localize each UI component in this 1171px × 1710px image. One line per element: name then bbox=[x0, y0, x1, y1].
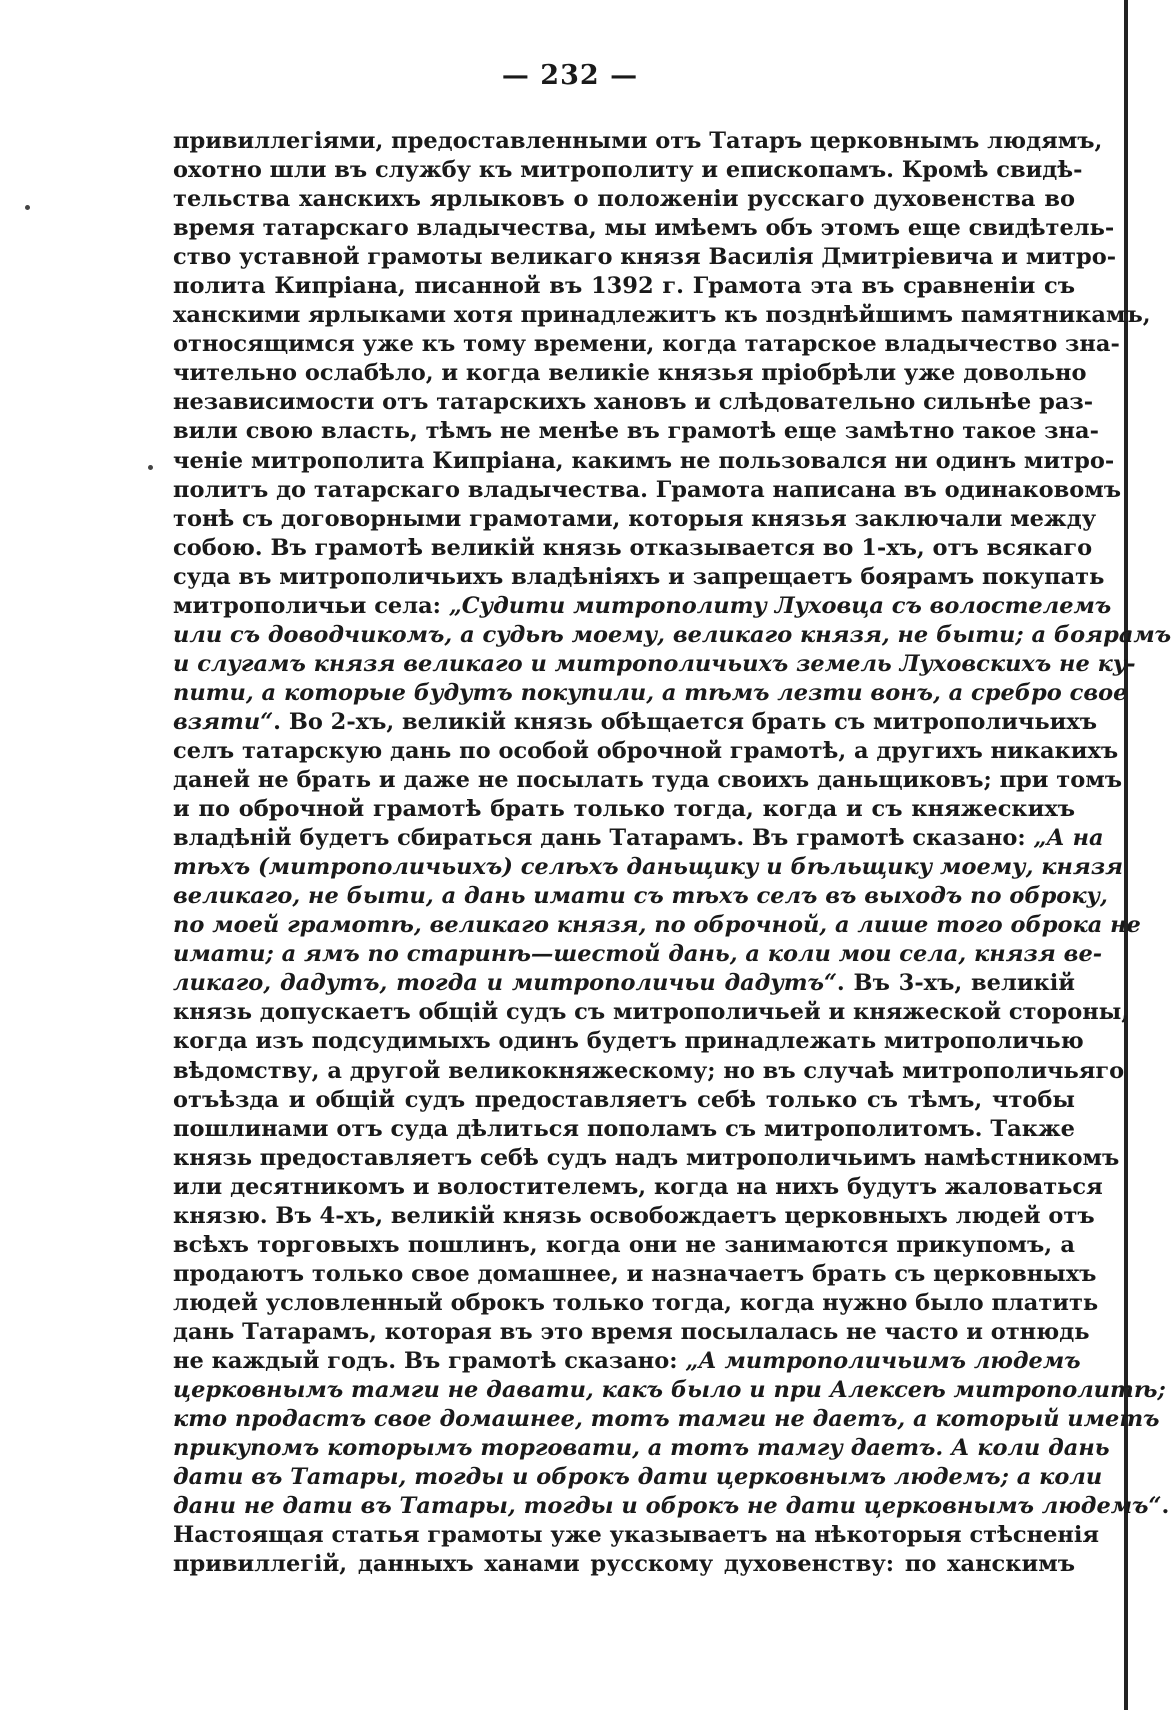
italic-quote-text: пити, а которые будутъ покупили, а тѣмъ лезти вонъ, а сребро свое bbox=[173, 679, 1128, 706]
line-text: привиллегій, данныхъ ханами русскому духовенству: по ханскимъ bbox=[173, 1551, 1075, 1578]
text-line bbox=[173, 1521, 1100, 1550]
line-text: собою. Въ грамотѣ великій князь отказывается во 1-хъ, отъ всякаго bbox=[173, 534, 1093, 561]
text-line bbox=[173, 1202, 1095, 1231]
line-text: тонѣ съ договорными грамотами, которыя князья заключали между bbox=[173, 505, 1097, 532]
body-text bbox=[173, 127, 1171, 1579]
line-text: людей условленный оброкъ только тогда, когда нужно было платить bbox=[173, 1289, 1099, 1316]
text-line bbox=[173, 563, 1105, 592]
italic-quote-text: кто продастъ свое домашнее, тотъ тамги не даетъ, а который иметъ bbox=[173, 1406, 1160, 1433]
text-line bbox=[173, 476, 1122, 505]
text-line bbox=[173, 621, 1171, 650]
text-line bbox=[173, 359, 1087, 388]
text-line bbox=[173, 272, 1075, 301]
line-text: когда изъ подсудимыхъ одинъ будетъ принадлежать митрополичью bbox=[173, 1028, 1084, 1055]
line-text: полита Кипріана, писанной въ 1392 г. Грамота эта въ сравненіи съ bbox=[173, 273, 1075, 300]
line-text: митрополичьи села: bbox=[173, 592, 449, 619]
line-text: Настоящая статья грамоты уже указываетъ на нѣкоторыя стѣсненія bbox=[173, 1522, 1100, 1549]
italic-quote-text: великаго, не быти, а дань имати съ тѣхъ селъ въ выходъ по оброку, bbox=[173, 883, 1108, 910]
text-line bbox=[173, 650, 1136, 679]
line-text: не каждый годъ. Въ грамотѣ сказано: bbox=[173, 1347, 686, 1374]
text-line bbox=[173, 1144, 1120, 1173]
line-text: всѣхъ торговыхъ пошлинъ, когда они не занимаются прикупомъ, а bbox=[173, 1231, 1075, 1258]
italic-quote-text: дани не дати въ Татары, тогды и оброкъ не дати церковнымъ людемъ“ bbox=[173, 1493, 1162, 1520]
text-line bbox=[173, 824, 1104, 853]
text-line bbox=[173, 1260, 1097, 1289]
text-line bbox=[173, 185, 1075, 214]
margin-speck bbox=[25, 205, 30, 210]
text-line bbox=[173, 795, 1075, 824]
text-line bbox=[173, 882, 1108, 911]
line-text: продаютъ только свое домашнее, и назначаетъ брать съ церковныхъ bbox=[173, 1260, 1097, 1287]
text-line bbox=[173, 1027, 1084, 1056]
text-line bbox=[173, 214, 1115, 243]
text-line bbox=[173, 1318, 1090, 1347]
line-text: вили свою власть, тѣмъ не менѣе въ грамотѣ еще замѣтно такое зна- bbox=[173, 418, 1099, 445]
text-line bbox=[173, 1115, 1075, 1144]
italic-quote-text: ликаго, дадутъ, тогда и митрополичьи дадутъ“ bbox=[173, 970, 837, 997]
text-line bbox=[173, 679, 1128, 708]
page-edge-rule bbox=[1124, 0, 1128, 1710]
text-line bbox=[173, 1289, 1099, 1318]
italic-quote-text: прикупомъ которымъ торговати, а тотъ тамгу даетъ. А коли дань bbox=[173, 1435, 1110, 1462]
italic-quote-text: имати; а ямъ по старинѣ—шестой дань, а коли мои села, князя ве- bbox=[173, 941, 1103, 968]
line-text: пошлинами отъ суда дѣлиться пополамъ съ митрополитомъ. Также bbox=[173, 1115, 1075, 1142]
line-text: ство уставной грамоты великаго князя Василія Дмитріевича и митро- bbox=[173, 244, 1117, 271]
italic-quote-text: тѣхъ (митрополичьихъ) селѣхъ даньщику и бѣльщику моему, князя bbox=[173, 854, 1124, 881]
line-text: дань Татарамъ, которая въ это время посылалась не часто и отнюдь bbox=[173, 1318, 1090, 1345]
text-line bbox=[173, 243, 1117, 272]
text-line bbox=[173, 737, 1119, 766]
line-text: . Во 2-хъ, великій князь обѣщается брать съ митрополичьихъ bbox=[273, 708, 1098, 735]
line-text: или десятникомъ и волостителемъ, когда на нихъ будутъ жаловаться bbox=[173, 1173, 1103, 1200]
italic-quote-text: церковнымъ тамги не давати, какъ было и при Алексеѣ митрополитѣ; bbox=[173, 1377, 1166, 1404]
line-text: князю. Въ 4-хъ, великій князь освобождаетъ церковныхъ людей отъ bbox=[173, 1202, 1095, 1229]
page-number: — 232 — bbox=[501, 60, 639, 91]
text-line bbox=[173, 969, 1075, 998]
line-text: князь предоставляетъ себѣ судъ надъ митрополичьимъ намѣстникомъ bbox=[173, 1144, 1120, 1171]
italic-quote-text: „А на bbox=[1033, 825, 1104, 852]
line-text: политъ до татарскаго владычества. Грамота написана въ одинаковомъ bbox=[173, 476, 1122, 503]
text-line bbox=[173, 708, 1098, 737]
line-text: суда въ митрополичьихъ владѣніяхъ и запрещаетъ боярамъ покупать bbox=[173, 563, 1105, 590]
text-line bbox=[173, 1231, 1075, 1260]
text-line bbox=[173, 156, 1083, 185]
text-line bbox=[173, 417, 1099, 446]
line-text: ченіе митрополита Кипріана, какимъ не пользовался ни одинъ митро- bbox=[173, 447, 1115, 474]
text-line bbox=[173, 853, 1124, 882]
line-text: привиллегіями, предоставленными отъ Татаръ церковнымъ людямъ, bbox=[173, 128, 1103, 154]
italic-quote-text: взяти“ bbox=[173, 708, 274, 735]
line-text: чительно ослабѣло, и когда великіе князья пріобрѣли уже довольно bbox=[173, 360, 1087, 387]
italic-quote-text: дати въ Татары, тогды и оброкъ дати церковнымъ людемъ; а коли bbox=[173, 1464, 1103, 1491]
text-line bbox=[173, 330, 1120, 359]
text-line bbox=[173, 1376, 1166, 1405]
line-text: . Въ 3-хъ, великій bbox=[836, 970, 1075, 997]
text-line bbox=[173, 1463, 1103, 1492]
italic-quote-text: и слугамъ князя великаго и митрополичьихъ земель Луховскихъ не ку- bbox=[173, 650, 1136, 677]
text-line bbox=[173, 388, 1094, 417]
line-text: селъ татарскую дань по особой оброчной грамотѣ, а другихъ никакихъ bbox=[173, 737, 1119, 764]
text-line bbox=[173, 766, 1123, 795]
line-text: охотно шли въ службу къ митрополиту и епископамъ. Кромѣ свидѣ- bbox=[173, 157, 1083, 184]
line-text: князь допускаетъ общій судъ съ митрополичьей и княжеской стороны, bbox=[173, 999, 1130, 1026]
line-text: . bbox=[1161, 1493, 1170, 1520]
text-line bbox=[173, 127, 1103, 156]
text-line bbox=[173, 301, 1151, 330]
text-line bbox=[173, 592, 1112, 621]
text-line bbox=[173, 911, 1141, 940]
italic-quote-text: или съ доводчикомъ, а судьѣ моему, великаго князя, не быти; а боярамъ bbox=[173, 621, 1171, 648]
line-text: время татарскаго владычества, мы имѣемъ объ этомъ еще свидѣтель- bbox=[173, 215, 1115, 242]
line-text: относящимся уже къ тому времени, когда татарское владычество зна- bbox=[173, 331, 1120, 358]
text-line bbox=[173, 1492, 1170, 1521]
italic-quote-text: „Судити митрополиту Луховца съ волостелемъ bbox=[448, 592, 1112, 619]
text-line bbox=[173, 534, 1093, 563]
line-text: ханскими ярлыками хотя принадлежитъ къ позднѣйшимъ памятникамъ, bbox=[173, 302, 1151, 329]
text-line bbox=[173, 1405, 1160, 1434]
margin-speck bbox=[148, 465, 153, 470]
text-line bbox=[173, 1434, 1110, 1463]
text-line bbox=[173, 447, 1115, 476]
text-line bbox=[173, 940, 1103, 969]
text-line bbox=[173, 998, 1130, 1027]
text-line bbox=[173, 1057, 1125, 1086]
line-text: тельства ханскихъ ярлыковъ о положеніи русскаго духовенства во bbox=[173, 186, 1075, 213]
line-text: и по оброчной грамотѣ брать только тогда, когда и съ княжескихъ bbox=[173, 796, 1075, 823]
line-text: вѣдомству, а другой великокняжескому; но въ случаѣ митрополичьяго bbox=[173, 1057, 1125, 1084]
text-line bbox=[173, 1347, 1081, 1376]
italic-quote-text: „А митрополичьимъ людемъ bbox=[685, 1347, 1081, 1374]
text-line bbox=[173, 1550, 1075, 1579]
line-text: владѣній будетъ сбираться дань Татарамъ. Въ грамотѣ сказано: bbox=[173, 825, 1034, 852]
text-line bbox=[173, 505, 1097, 534]
text-line bbox=[173, 1086, 1075, 1115]
line-text: отъѣзда и общій судъ предоставляетъ себѣ только съ тѣмъ, чтобы bbox=[173, 1086, 1075, 1113]
text-line bbox=[173, 1173, 1103, 1202]
line-text: независимости отъ татарскихъ хановъ и слѣдовательно сильнѣе раз- bbox=[173, 389, 1094, 416]
line-text: даней не брать и даже не посылать туда своихъ даньщиковъ; при томъ bbox=[173, 767, 1123, 794]
italic-quote-text: по моей грамотѣ, великаго князя, по оброчной, а лише того оброка не bbox=[173, 912, 1141, 939]
